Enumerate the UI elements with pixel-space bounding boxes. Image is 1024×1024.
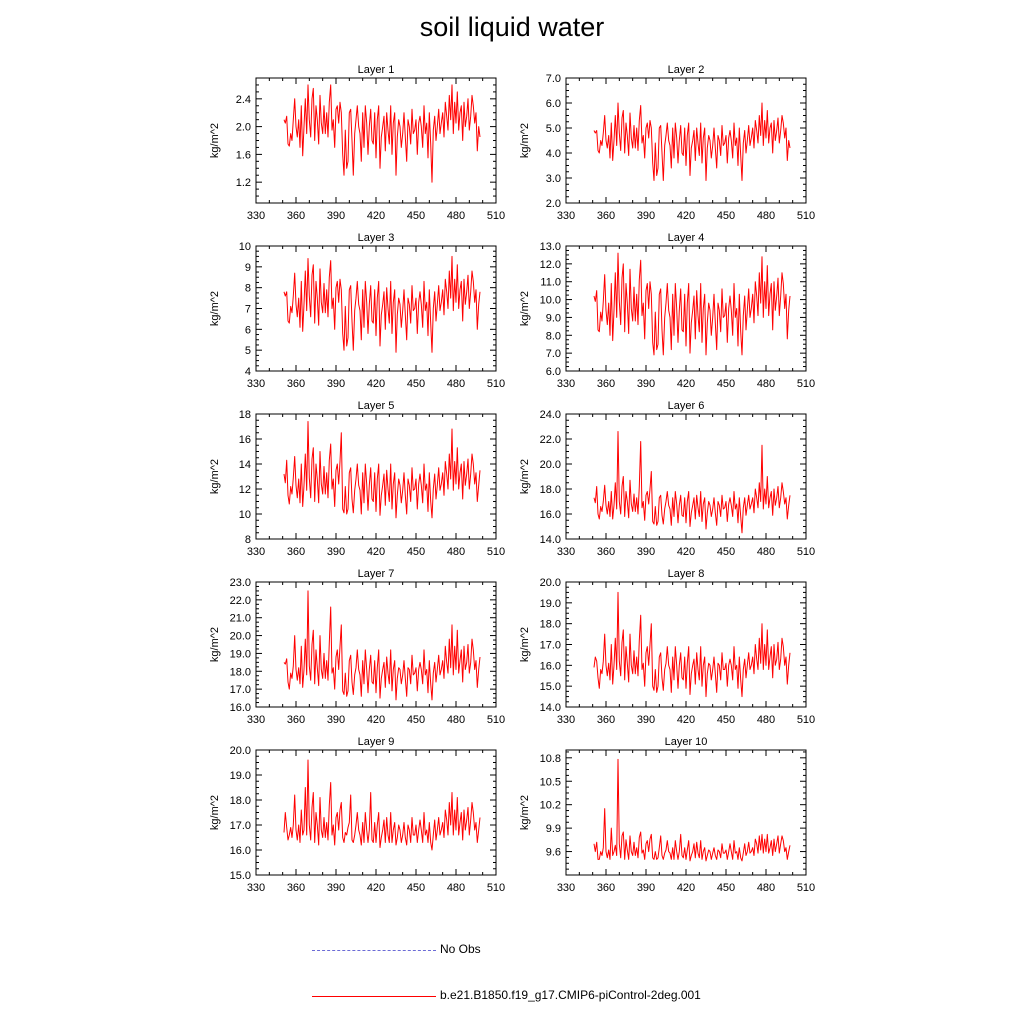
panel-1-ytick-label: 2.0: [235, 121, 251, 134]
panel-6-xtick-label: 450: [716, 546, 736, 558]
panel-3-xtick-label: 330: [246, 378, 266, 390]
panel-7-xtick-label: 360: [286, 714, 306, 726]
panel-5-xtick-label: 480: [446, 546, 466, 558]
panel-7-series-line: [284, 591, 480, 700]
panel-9-xtick-label: 360: [286, 882, 306, 894]
panel-1-xtick-label: 330: [246, 210, 266, 222]
panel-10-ytick-label: 10.2: [539, 799, 561, 812]
panel-7-ytick-label: 22.0: [229, 594, 251, 607]
panel-8-series-line: [594, 592, 790, 696]
panel-10-xtick-label: 510: [796, 882, 816, 894]
panel-6-ytick-label: 22.0: [539, 434, 561, 446]
legend-swatch-model: [312, 996, 436, 997]
panel-3-xtick-label: 450: [406, 378, 426, 390]
panel-4-xtick-label: 360: [596, 378, 616, 390]
panel-4-title: Layer 4: [667, 232, 705, 244]
panel-4-xtick-label: 510: [796, 378, 816, 390]
legend-label-model: b.e21.B1850.f19_g17.CMIP6-piControl-2deg.001: [440, 988, 701, 1002]
panel-6-ytick-label: 14.0: [539, 534, 561, 546]
panel-9-ytick-label: 18.0: [229, 795, 251, 807]
panel-3-series-line: [284, 256, 480, 352]
panel-5-xtick-label: 510: [486, 546, 506, 558]
panel-1-ytick-label: 1.6: [235, 149, 251, 162]
panel-5-ytick-label: 18: [238, 409, 251, 421]
panel-6-ytick-label: 16.0: [539, 509, 561, 521]
panel-9-ytick-label: 16.0: [229, 845, 251, 857]
panel-2-xtick-label: 510: [796, 210, 816, 222]
panel-3-xtick-label: 480: [446, 378, 466, 390]
panel-9-title: Layer 9: [357, 736, 395, 748]
panel-5-xtick-label: 390: [326, 546, 346, 558]
panel-8-ytick-label: 18.0: [539, 618, 561, 631]
panel-5-ytick-label: 8: [244, 534, 251, 546]
panel-2-ytick-label: 5.0: [545, 123, 561, 135]
panel-6-series-line: [594, 432, 790, 533]
panel-5-ytick-label: 14: [238, 459, 251, 471]
panel-10-ytick-label: 9.9: [545, 823, 561, 836]
panel-8-xtick-label: 360: [596, 714, 616, 726]
panel-7-ytick-label: 18.0: [229, 666, 251, 679]
panel-10-ytick-label: 9.6: [545, 846, 561, 859]
panel-8-ytick-label: 19.0: [539, 597, 561, 610]
panel-3-ylabel: kg/m^2: [209, 290, 221, 327]
panel-8-ytick-label: 14.0: [539, 702, 561, 714]
panel-2-title: Layer 2: [667, 64, 705, 76]
panel-2-xtick-label: 420: [676, 210, 696, 222]
panel-6-ytick-label: 24.0: [539, 409, 561, 421]
panel-10-xtick-label: 390: [636, 882, 656, 894]
panel-5-series-line: [284, 422, 480, 518]
panel-5-ylabel: kg/m^2: [209, 458, 221, 495]
panel-5-ytick-label: 16: [238, 434, 251, 446]
panel-3-xtick-label: 510: [486, 378, 506, 390]
panel-3-ytick-label: 8: [244, 282, 251, 295]
figure-title: soil liquid water: [419, 12, 605, 42]
panel-6-xtick-label: 330: [556, 546, 576, 558]
panel-4-ytick-label: 8.0: [545, 330, 561, 343]
panel-6-ylabel: kg/m^2: [519, 458, 531, 495]
panel-4-ytick-label: 6.0: [545, 366, 561, 378]
panel-5-xtick-label: 330: [246, 546, 266, 558]
panel-2-xtick-label: 330: [556, 210, 576, 222]
panel-6-xtick-label: 420: [676, 546, 696, 558]
panel-2-ytick-label: 3.0: [545, 173, 561, 185]
panel-8-title: Layer 8: [667, 568, 705, 580]
panel-4-xtick-label: 330: [556, 378, 576, 390]
panel-1-xtick-label: 510: [486, 210, 506, 222]
panel-5-xtick-label: 420: [366, 546, 386, 558]
panel-4-ytick-label: 10.0: [539, 294, 561, 307]
panel-4-xtick-label: 450: [716, 378, 736, 390]
panel-7-xtick-label: 450: [406, 714, 426, 726]
panel-8-xtick-label: 450: [716, 714, 736, 726]
panel-5-xtick-label: 450: [406, 546, 426, 558]
panel-4-ytick-label: 7.0: [545, 348, 561, 361]
panel-8-xtick-label: 390: [636, 714, 656, 726]
panel-6-title: Layer 6: [667, 400, 705, 412]
panel-6-ytick-label: 18.0: [539, 484, 561, 496]
panel-10-title: Layer 10: [664, 736, 708, 748]
panel-9-xtick-label: 450: [406, 882, 426, 894]
panel-2-ytick-label: 6.0: [545, 98, 561, 110]
panel-9-series-line: [284, 760, 480, 850]
panel-7-ytick-label: 19.0: [229, 648, 251, 661]
panel-7-ytick-label: 23.0: [229, 577, 251, 589]
panel-1-ytick-label: 1.2: [235, 177, 251, 190]
panel-7-title: Layer 7: [357, 568, 395, 580]
panel-3-ytick-label: 9: [244, 261, 251, 274]
panel-7-xtick-label: 510: [486, 714, 506, 726]
panel-1-xtick-label: 450: [406, 210, 426, 222]
panel-4-ytick-label: 11.0: [540, 276, 561, 289]
legend-swatch-no-obs: [312, 950, 436, 951]
panel-8-ylabel: kg/m^2: [519, 626, 531, 663]
panel-9-xtick-label: 420: [366, 882, 386, 894]
panel-2-ylabel: kg/m^2: [519, 122, 531, 159]
panel-7-xtick-label: 390: [326, 714, 346, 726]
panel-9-ytick-label: 20.0: [229, 745, 251, 757]
panel-2-ytick-label: 4.0: [545, 148, 561, 160]
panel-1-xtick-label: 420: [366, 210, 386, 222]
panel-5-title: Layer 5: [357, 400, 395, 412]
panel-6-xtick-label: 390: [636, 546, 656, 558]
panel-5-ytick-label: 10: [238, 509, 251, 521]
panel-3-xtick-label: 420: [366, 378, 386, 390]
panel-7-ytick-label: 17.0: [229, 684, 251, 697]
panel-4-ytick-label: 12.0: [539, 258, 561, 271]
panel-4-xtick-label: 480: [756, 378, 776, 390]
panel-10-ytick-label: 10.8: [539, 752, 561, 765]
panel-9-frame: [256, 750, 496, 875]
panel-3-ytick-label: 7: [244, 303, 251, 316]
panel-8-ytick-label: 17.0: [539, 639, 561, 652]
panel-8-xtick-label: 420: [676, 714, 696, 726]
panel-8-xtick-label: 510: [796, 714, 816, 726]
panel-5-xtick-label: 360: [286, 546, 306, 558]
panel-8-xtick-label: 330: [556, 714, 576, 726]
panel-3-xtick-label: 360: [286, 378, 306, 390]
panel-6-xtick-label: 360: [596, 546, 616, 558]
legend-item-no-obs: [312, 942, 712, 958]
panel-2-series-line: [594, 103, 790, 181]
panel-10-xtick-label: 450: [716, 882, 736, 894]
panel-6-ytick-label: 20.0: [539, 459, 561, 471]
panel-2-ytick-label: 2.0: [545, 198, 561, 210]
panel-8-xtick-label: 480: [756, 714, 776, 726]
panel-9-xtick-label: 510: [486, 882, 506, 894]
panel-10-ytick-label: 10.5: [539, 776, 561, 789]
panel-8-ytick-label: 15.0: [539, 681, 561, 694]
panel-9-xtick-label: 330: [246, 882, 266, 894]
panel-1-xtick-label: 480: [446, 210, 466, 222]
panel-7-ytick-label: 21.0: [229, 612, 251, 625]
panel-9-xtick-label: 480: [446, 882, 466, 894]
panel-7-xtick-label: 480: [446, 714, 466, 726]
panel-1-xtick-label: 390: [326, 210, 346, 222]
panel-3-ytick-label: 4: [244, 366, 251, 378]
panel-1-xtick-label: 360: [286, 210, 306, 222]
panel-7-xtick-label: 420: [366, 714, 386, 726]
panel-7-ytick-label: 20.0: [229, 630, 251, 643]
panel-8-ytick-label: 20.0: [539, 577, 561, 589]
panel-1-ytick-label: 2.4: [235, 93, 251, 106]
panel-9-ytick-label: 17.0: [229, 820, 251, 832]
panel-7-ylabel: kg/m^2: [209, 626, 221, 663]
panel-2-xtick-label: 360: [596, 210, 616, 222]
panel-10-xtick-label: 330: [556, 882, 576, 894]
panel-3-ytick-label: 10: [238, 241, 251, 253]
panel-9-ytick-label: 19.0: [229, 770, 251, 782]
panel-7-xtick-label: 330: [246, 714, 266, 726]
legend-item-model: [312, 988, 732, 1004]
panel-1-title: Layer 1: [357, 64, 395, 76]
panel-10-xtick-label: 360: [596, 882, 616, 894]
panel-2-xtick-label: 390: [636, 210, 656, 222]
panel-4-frame: [566, 246, 806, 371]
panel-10-xtick-label: 420: [676, 882, 696, 894]
panel-9-ylabel: kg/m^2: [209, 794, 221, 831]
panel-9-xtick-label: 390: [326, 882, 346, 894]
panel-2-xtick-label: 480: [756, 210, 776, 222]
panel-4-xtick-label: 420: [676, 378, 696, 390]
panel-3-title: Layer 3: [357, 232, 395, 244]
panel-2-frame: [566, 78, 806, 203]
panel-4-xtick-label: 390: [636, 378, 656, 390]
panel-1-ylabel: kg/m^2: [209, 122, 221, 159]
panel-4-series-line: [594, 253, 790, 355]
panel-2-ytick-label: 7.0: [545, 73, 561, 85]
panel-6-xtick-label: 510: [796, 546, 816, 558]
panel-3-ytick-label: 5: [244, 345, 251, 358]
panel-3-ytick-label: 6: [244, 324, 251, 337]
panel-10-xtick-label: 480: [756, 882, 776, 894]
panel-6-xtick-label: 480: [756, 546, 776, 558]
panel-4-ytick-label: 9.0: [545, 312, 561, 325]
panel-4-ylabel: kg/m^2: [519, 290, 531, 327]
panel-10-ylabel: kg/m^2: [519, 794, 531, 831]
panel-3-xtick-label: 390: [326, 378, 346, 390]
panel-4-ytick-label: 13.0: [539, 241, 561, 253]
panel-10-series-line: [594, 759, 790, 861]
panel-8-ytick-label: 16.0: [539, 660, 561, 673]
panel-5-ytick-label: 12: [238, 484, 251, 496]
panel-2-xtick-label: 450: [716, 210, 736, 222]
legend-label-no-obs: No Obs: [440, 942, 481, 956]
panel-7-ytick-label: 16.0: [229, 702, 251, 714]
panel-9-ytick-label: 15.0: [229, 870, 251, 882]
panel-1-series-line: [284, 85, 480, 182]
